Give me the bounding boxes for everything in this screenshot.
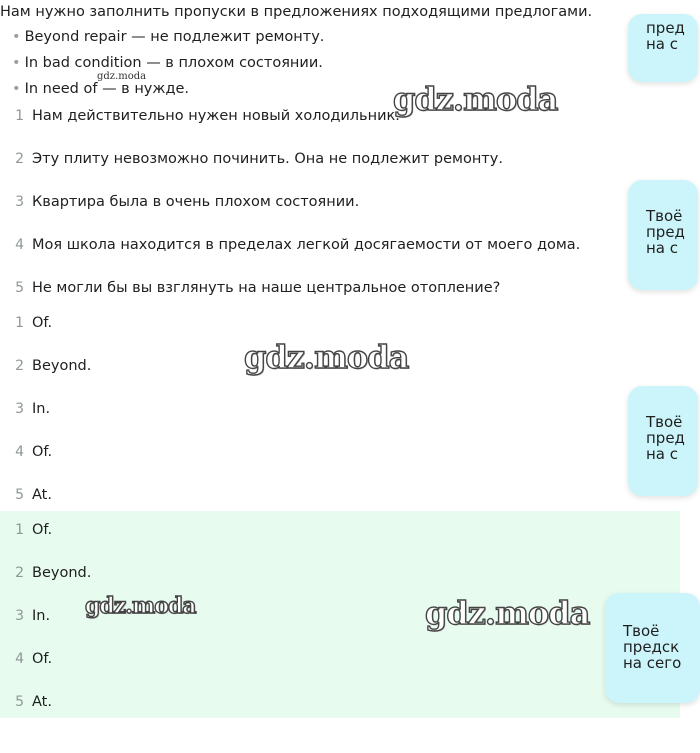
ad-bubble-bottom[interactable]: Твоё предск на сего xyxy=(605,593,700,703)
list-item: 2 Эту плиту невозможно починить. Она не подлежит ремонту. xyxy=(15,151,503,167)
list-item: 2 Beyond. xyxy=(15,565,92,581)
watermark: gdz.moda xyxy=(244,338,409,376)
translation-list xyxy=(0,107,580,322)
watermark: gdz.moda xyxy=(393,80,558,118)
list-item: 4 Of. xyxy=(15,651,53,667)
watermark-small: gdz.moda xyxy=(97,71,147,82)
list-item: • In bad condition — в плохом состоянии. xyxy=(12,54,324,80)
list-item: 1 Нам действительно нужен новый холодильник. xyxy=(15,108,400,124)
phrase-list xyxy=(12,28,324,106)
list-item: 3 Квартира была в очень плохом состоянии. xyxy=(15,194,360,210)
task-intro: Нам нужно заполнить пропуски в предложениях подходящими предлогами. xyxy=(0,4,593,20)
ad-bubble-middle[interactable]: Твоё пред на с xyxy=(628,180,698,290)
list-item: 3 In. xyxy=(15,401,51,417)
list-item: • Beyond repair — не подлежит ремонту. xyxy=(12,28,324,54)
watermark: gdz.moda xyxy=(425,594,590,632)
ad-bubble-top[interactable]: пред на с xyxy=(628,14,698,82)
list-item: 5 At. xyxy=(15,487,52,503)
list-item: 3 In. xyxy=(15,608,51,624)
list-item: 2 Beyond. xyxy=(15,358,92,374)
list-item: 4 Of. xyxy=(15,444,53,460)
final-answer-list xyxy=(0,521,91,736)
ad-bubble-lower[interactable]: Твоё пред на с xyxy=(628,386,698,496)
list-item: 5 At. xyxy=(15,694,52,710)
list-item: 4 Моя школа находится в пределах легкой досягаемости от моего дома. xyxy=(15,237,581,253)
list-item: 1 Of. xyxy=(15,522,53,538)
list-item: 5 Не могли бы вы взглянуть на наше центральное отопление? xyxy=(15,280,501,296)
answer-list xyxy=(0,314,91,529)
list-item: 1 Of. xyxy=(15,315,53,331)
watermark: gdz.moda xyxy=(85,593,196,619)
list-item: • In need of — в нужде. xyxy=(12,80,324,106)
